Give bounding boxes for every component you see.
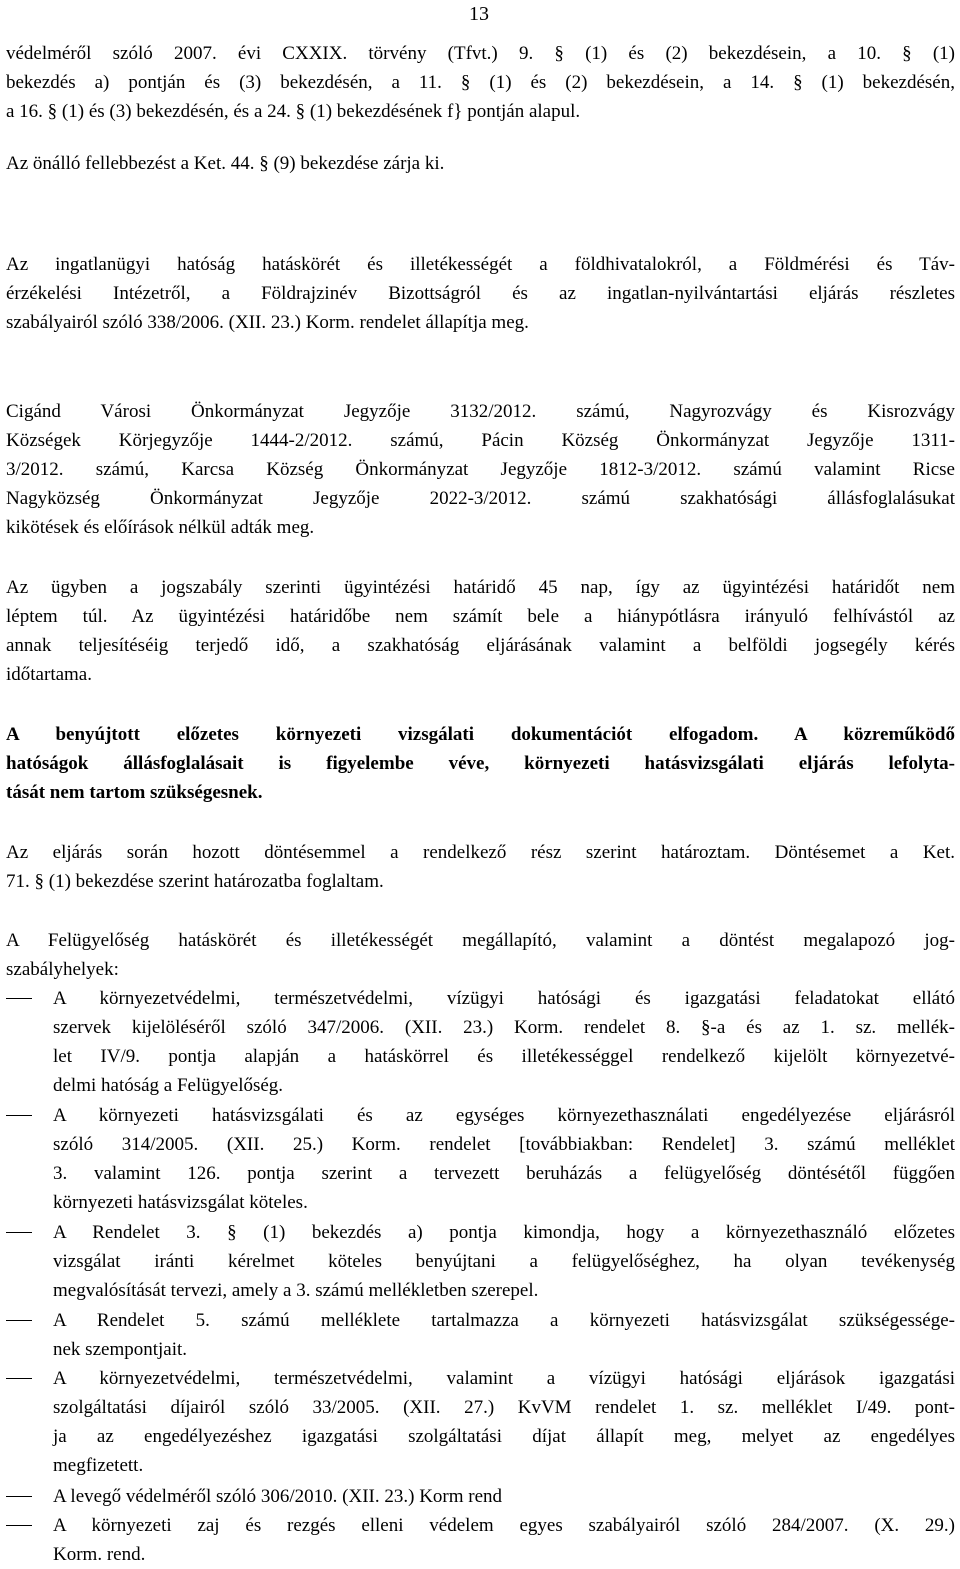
text-line: let IV/9. pontja alapján a hatáskörrel és illetékességgel rendelkező kijelölt környezetvé- <box>53 1046 955 1067</box>
text-line: ja az engedélyezéshez igazgatási szolgáltatási díjat állapít meg, melyet az engedélyes <box>53 1426 955 1447</box>
text-line: léptem túl. Az ügyintézési határidőbe nem számít bele a hiánypótlásra irányuló felhívástól az <box>6 606 955 627</box>
list-item-text <box>53 1511 955 1569</box>
text-line: A Rendelet 3. § (1) bekezdés a) pontja kimondja, hogy a környezethasználó előzetes <box>53 1222 955 1243</box>
text-line: A benyújtott előzetes környezeti vizsgálati dokumentációt elfogadom. A közreműködő <box>6 724 955 745</box>
text-line: kikötések és előírások nélkül adták meg. <box>6 517 315 538</box>
text-line: szervek kijelöléséről szóló 347/2006. (XII. 23.) Korm. rendelet 8. §-a és az 1. sz. mellék- <box>53 1017 955 1038</box>
text-line: vizsgálat iránti kérelmet köteles benyújtani a felügyelőséghez, ha olyan tevékenység <box>53 1251 955 1272</box>
list-item-text <box>53 1101 955 1217</box>
text-line: A levegő védelméről szóló 306/2010. (XII. 23.) Korm rend <box>53 1486 503 1507</box>
text-line: a 16. § (1) és (3) bekezdésén, és a 24. § (1) bekezdésének f} pontján alapul. <box>6 101 581 122</box>
text-line: A környezetvédelmi, természetvédelmi, vízügyi hatósági és igazgatási feladatokat ellátó <box>53 988 955 1009</box>
text-line: hatóságok állásfoglalásait is figyelembe véve, környezeti hatásvizsgálati eljárás lefolyta- <box>6 753 955 774</box>
text-line: delmi hatóság a Felügyelőség. <box>53 1075 284 1096</box>
text-line: érzékelési Intézetről, a Földrajzinév Bizottságról és az ingatlan-nyilvántartási eljárás részletes <box>6 283 955 304</box>
text-line: A környezeti zaj és rezgés elleni védelem egyes szabályairól szóló 284/2007. (X. 29.) <box>53 1515 955 1536</box>
text-line: A Felügyelőség hatáskörét és illetékességét megállapító, valamint a döntést megalapozó jog- <box>6 930 955 951</box>
paragraph-deadline <box>6 573 955 689</box>
text-line: Nagyközség Önkormányzat Jegyzője 2022-3/2012. számú szakhatósági állásfoglalásukat <box>6 488 955 509</box>
dash-bullet <box>6 998 32 999</box>
text-line: megfizetett. <box>53 1455 144 1476</box>
text-line: védelméről szóló 2007. évi CXXIX. törvény (Tfvt.) 9. § (1) és (2) bekezdésein, a 10. § (1) <box>6 43 955 64</box>
text-line: szóló 314/2005. (XII. 25.) Korm. rendelet [továbbiakban: Rendelet] 3. számú melléklet <box>53 1134 955 1155</box>
list-item-text <box>53 1306 955 1364</box>
text-line: Korm. rend. <box>53 1544 146 1565</box>
text-line: 3. valamint 126. pontja szerint a tervezett beruházás a felügyelőség döntésétől függően <box>53 1163 955 1184</box>
text-line: szabályairól szóló 338/2006. (XII. 23.) Korm. rendelet állapítja meg. <box>6 312 529 333</box>
dash-bullet <box>6 1525 32 1526</box>
paragraph-appeal <box>6 149 955 178</box>
text-line: Az ingatlanügyi hatóság hatáskörét és illetékességét a földhivatalokról, a Földmérési és Táv- <box>6 254 955 275</box>
text-line: A környezeti hatásvizsgálati és az egységes környezethasználati engedélyezése eljárásról <box>53 1105 955 1126</box>
text-line: nek szempontjait. <box>53 1339 188 1360</box>
text-line: Az eljárás során hozott döntésemmel a rendelkező rész szerint határoztam. Döntésemet a Ket. <box>6 842 955 863</box>
page-number: 13 <box>469 3 489 25</box>
text-line: időtartama. <box>6 664 92 685</box>
text-line: annak teljesítéséig terjedő idő, a szakhatóság eljárásának valamint a belföldi jogsegély kérés <box>6 635 955 656</box>
paragraph-decision <box>6 720 955 807</box>
paragraph-legislation-intro <box>6 926 955 984</box>
text-line: szabályhelyek: <box>6 959 119 980</box>
text-line: megvalósítását tervezi, amely a 3. számú mellékletben szerepel. <box>53 1280 539 1301</box>
list-item-text <box>53 1218 955 1305</box>
text-line: A környezetvédelmi, természetvédelmi, valamint a vízügyi hatósági eljárások igazgatási <box>53 1368 955 1389</box>
text-line: A Rendelet 5. számú melléklete tartalmazza a környezeti hatásvizsgálat szükségessége- <box>53 1310 955 1331</box>
text-line: 71. § (1) bekezdése szerint határozatba foglaltam. <box>6 871 384 892</box>
text-line: Községek Körjegyzője 1444-2/2012. számú, Pácin Község Önkormányzat Jegyzője 1311- <box>6 430 955 451</box>
text-line: környezeti hatásvizsgálat köteles. <box>53 1192 308 1213</box>
text-line: Az ügyben a jogszabály szerinti ügyintézési határidő 45 nap, így az ügyintézési határidőt nem <box>6 577 955 598</box>
dash-bullet <box>6 1115 32 1116</box>
paragraph-real-estate-authority <box>6 250 955 337</box>
text-line: tását nem tartom szükségesnek. <box>6 782 263 803</box>
paragraph-specialist-authorities <box>6 397 955 542</box>
list-item-text <box>53 984 955 1100</box>
dash-bullet <box>6 1232 32 1233</box>
paragraph-legal-basis <box>6 39 955 126</box>
dash-bullet <box>6 1496 32 1497</box>
paragraph-ruling <box>6 838 955 896</box>
text-line: Cigánd Városi Önkormányzat Jegyzője 3132/2012. számú, Nagyrozvágy és Kisrozvágy <box>6 401 955 422</box>
text-line: 3/2012. számú, Karcsa Község Önkormányzat Jegyzője 1812-3/2012. számú valamint Ricse <box>6 459 955 480</box>
text-line: szolgáltatási díjairól szóló 33/2005. (XII. 27.) KvVM rendelet 1. sz. melléklet I/49. pont- <box>53 1397 955 1418</box>
list-item-text <box>53 1482 955 1511</box>
dash-bullet <box>6 1320 32 1321</box>
dash-bullet <box>6 1378 32 1379</box>
text-line: Az önálló fellebbezést a Ket. 44. § (9) bekezdése zárja ki. <box>6 153 445 174</box>
list-item-text <box>53 1364 955 1480</box>
text-line: bekezdés a) pontján és (3) bekezdésén, a 11. § (1) és (2) bekezdésein, a 14. § (1) bekezdésén, <box>6 72 955 93</box>
